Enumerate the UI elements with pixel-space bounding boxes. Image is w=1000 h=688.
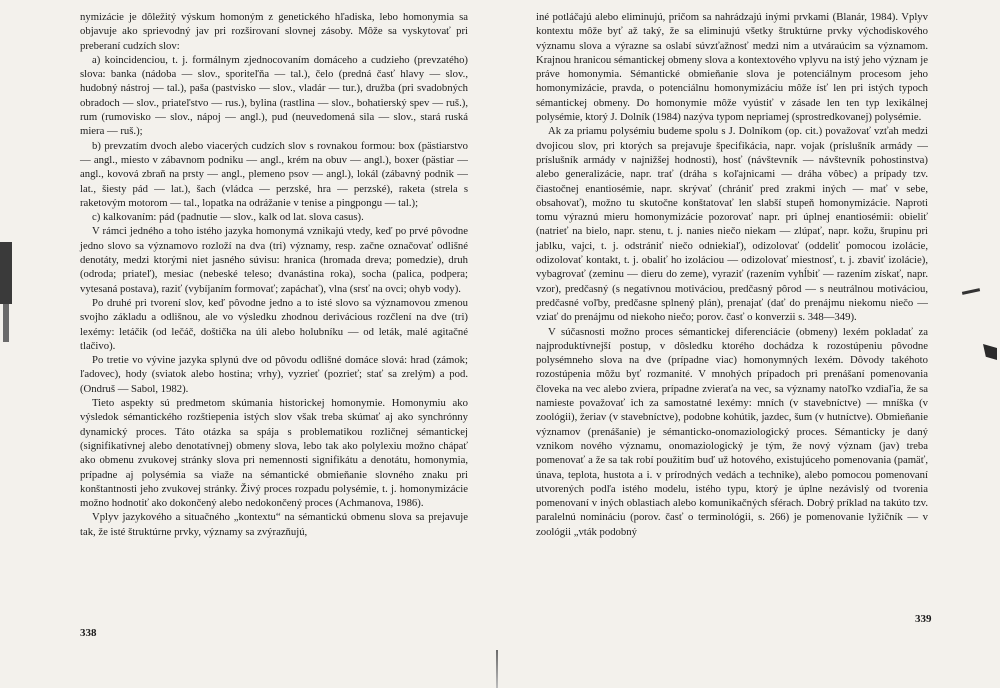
left-paragraph: Tieto aspekty sú predmetom skúmania historickej homonymie. Homonymiu ako výsledok sémantického rozštiepenia istých slov však treba skúmať aj ako synchrónny dynamický proces. Táto otázka sa spája s problematikou rozličnej sémantickej (signifikatívnej alebo denotatívnej) obmeny slova, lebo tak ako polylexiu možno chápať ako obmenu zvukovej stránky slova pri nemennosti signifikátu a denotátu, homonymia, prípadne aj polysémia sa viaže na sémantické obmieňanie slovného znaku pri konštantnosti jeho zvukovej stránky. Živý proces rozpadu polysémie, t. j. homonymizácie možno hodnotiť ako dokončený alebo nedokončený proces (Achmanova, 1986). <box>80 397 468 510</box>
left-paragraph: V rámci jedného a toho istého jazyka homonymá vznikajú vtedy, keď po prvé pôvodne jedno slovo sa významovo rozloží na dva (tri) významy, resp. začne označovať odlišné denotáty, medzi ktorými niet jasného súvisu: hranica (hromada dreva; pomedzie), druh (odroda; priateľ), mesiac (nebeské teleso; dvanástina roka), socha (palica, podpera; vytesaná postava), raziť (vybíjaním formovať; zapáchať), vlna (srsť na ovci; ohyb vody). <box>80 225 468 295</box>
left-paragraph: c) kalkovaním: pád (padnutie — slov., kalk od lat. slova casus). <box>92 211 364 224</box>
scan-edge-mark <box>3 304 9 342</box>
left-page-text <box>80 10 468 539</box>
left-paragraph: b) prevzatím dvoch alebo viacerých cudzích slov s rovnakou formou: box (pästiarstvo — angl., miesto v zábavnom podniku — angl., krém na obuv — angl.), boxer (pästiar — angl., kovová zbraň na prsty — angl., plemeno psov — angl.), lokál (zábavný podnik — lat., šiesty pád — lat.), šach (vládca — perzské, hra — perzské), raketa (strela s raketovým motorom — tal., lopatka na odrážanie v tenise a pingpongu — tal.); <box>80 139 468 209</box>
page-number-right: 339 <box>915 613 932 625</box>
left-paragraph: Po druhé pri tvorení slov, keď pôvodne jedno a to isté slovo sa významovou zmenou svojho základu a odlišnou, ale vo výsledku zhodnou derivácious rozčlení na dve (tri) lexémy: letáčik (od lečáč, doštička na úli alebo holubníku — od leták, malé agitačné tlačivo). <box>80 296 468 352</box>
scan-edge-mark <box>0 242 12 304</box>
right-paragraph: iné potláčajú alebo eliminujú, pričom sa nahrádzajú inými prvkami (Blanár, 1984). Vplyv kontextu môže byť až taký, že sa eliminujú všetky štruktúrne prvky východiskového významu slova a výrazne sa oslabí súvzťažnosť medzi nim a utváraúcim sa významom. Krajnou hranicou sémantickej obmeny slova a kontextového vplyvu na istý jeho význam je práve homonymia. Sémantické obmieňanie slova je potenciálnym procesom jeho homonymizácie, pravda, o potenciálnu homonymizáciu môže ísť len pri istých typoch sémantickej obmeny. Do homonymie môže vyústiť v zásade len ten typ lexikálnej polysémie, ktorý J. Dolník (1984) nazýva typom nepriamej (sprostredkovanej) polysémie. <box>536 11 928 124</box>
page-number-left: 338 <box>80 627 97 639</box>
left-paragraph: Vplyv jazykového a situačného „kontextu“ na sémantickú obmenu slova sa prejavuje tak, že isté štruktúrne prvky, významy sa zvýrazňujú, <box>80 511 468 538</box>
left-paragraph: a) koincidenciou, t. j. formálnym zjednocovaním domáceho a cudzieho (prevzatého) slova: banka (nádoba — slov., sporiteľňa — tal.), čelo (predná časť hlavy — slov., hudobný nástroj — tal.), paša (pastvisko — slov., vladár — tur.), družba (pri svadobných obradoch — slov., priateľstvo — rus.), bylina (rastlina — slov., bohatierský spev — ruš.), rum (rumovisko — slov., nápoj — angl.), pud (neuvedomená sila — slov., stará ruská miera — ruš.); <box>80 53 468 138</box>
scan-edge-mark <box>962 288 980 295</box>
right-page-text <box>536 10 928 539</box>
right-paragraph: Ak za priamu polysémiu budeme spolu s J. Dolníkom (op. cit.) považovať vzťah medzi dvojicou slov, pri ktorých sa prejavuje špecifikácia, napr. vojak (príslušník armády — príslušník armády v najnižšej hodnosti), hosť (návštevník — návštevník pohostinstva) alebo generalizácie, napr. trať (dráha s koľajnicami — dráha vôbec) a prípady tzv. čiastočnej enantiosémie, napr. skrývať (chrániť pred zrakmi iných — mať v sebe, obsahovať), možno tu skutočne konštatovať len slabší stupeň homonymizácie. Naproti tomu výraznú mieru homonymizácie pozorovať napr. pri úplnej enantiosémii: obieliť (natrieť na bielo, napr. stenu, t. j. nanies niečo niekam — zlúpať, napr. kožu, šrupinu pri jablku, vajci, t. j. odstrániť niečo odniekiaľ), odizolovať (oddeliť pomocou izolácie, odizolovať kontakt, t. j. obaliť ho izoláciou — odizolovať miestnosť, t. j. zbaviť izolácie), vybagrovať (zeminu — dieru do zeme), vyraziť (razením vyhĺbiť — razením získať, napr. vzor), predčasný (s negatívnou motiváciou, predčasný pôrod — s neutrálnou motiváciou, predčasné voľby, predčasne splnený plán), prenajať (dať do prenájmu niekomu niečo — vziať do prenájmu od niekoho niečo; porov. časť o konverzii s. 348—349). <box>536 125 928 324</box>
left-paragraph: Po tretie vo vývine jazyka splynú dve od pôvodu odlišné domáce slová: hrad (zámok; ľadovec), hody (sviatok alebo hostina; vrhy), vyzrieť (pozrieť; stať sa zrelým) a pod. (Ondruš — Sabol, 1982). <box>80 354 468 395</box>
scan-edge-mark <box>983 344 997 360</box>
left-paragraph: nymizácie je dôležitý výskum homoným z genetického hľadiska, lebo homonymia sa objavuje ako sprievodný jav pri rozširovaní slovnej zásoby. Môže sa vyskytovať pri preberaní cudzích slov: <box>80 11 468 52</box>
book-gutter-line <box>496 650 498 688</box>
right-paragraph: V súčasnosti možno proces sémantickej diferenciácie (obmeny) lexém pokladať za najproduktívnejší postup, v dôsledku ktorého dochádza k rozostúpeniu pôvodne polysémneho slova na dve (prípadne viac) homonymných lexém. Dôvody takéhoto rozostúpenia môžu byť rozmanité. V mnohých prípadoch pri prenášaní pomenovania človeka na vec alebo zviera, prípadne zvieraťa na vec, sa významy natoľko vzdiaľia, že sa namieste považovať ich za samostatné lexémy: mních (v stavebníctve) — mníška (v zoológii), žeriav (v stavebníctve), podobne kohútik, jazdec, šum (v hutníctve). Obmieňanie významov (prenášanie) je sémanticko-onomaziologický proces. Sémanticky je daný vznikom nového významu, onomaziologický je tým, že nový význam (jav) treba pomenovať a že sa tak robí použitím buď už hotového, existujúceho pomenovania (pamäť, únava, teplota, hustota a i. v prírodných vedách a technike), alebo pomocou pomenovaní utvorených podľa istého modelu, istého typu, ktorý je úplne nezávislý od tvorenia pomenovaní v iných oblastiach alebo komunikačných sférach. Dobrý príklad na takúto tzv. paralelnú nomináciu (porov. časť o terminológii, s. 266) je pomenovanie lyžičník — v zoológii „vták podobný <box>536 325 928 538</box>
